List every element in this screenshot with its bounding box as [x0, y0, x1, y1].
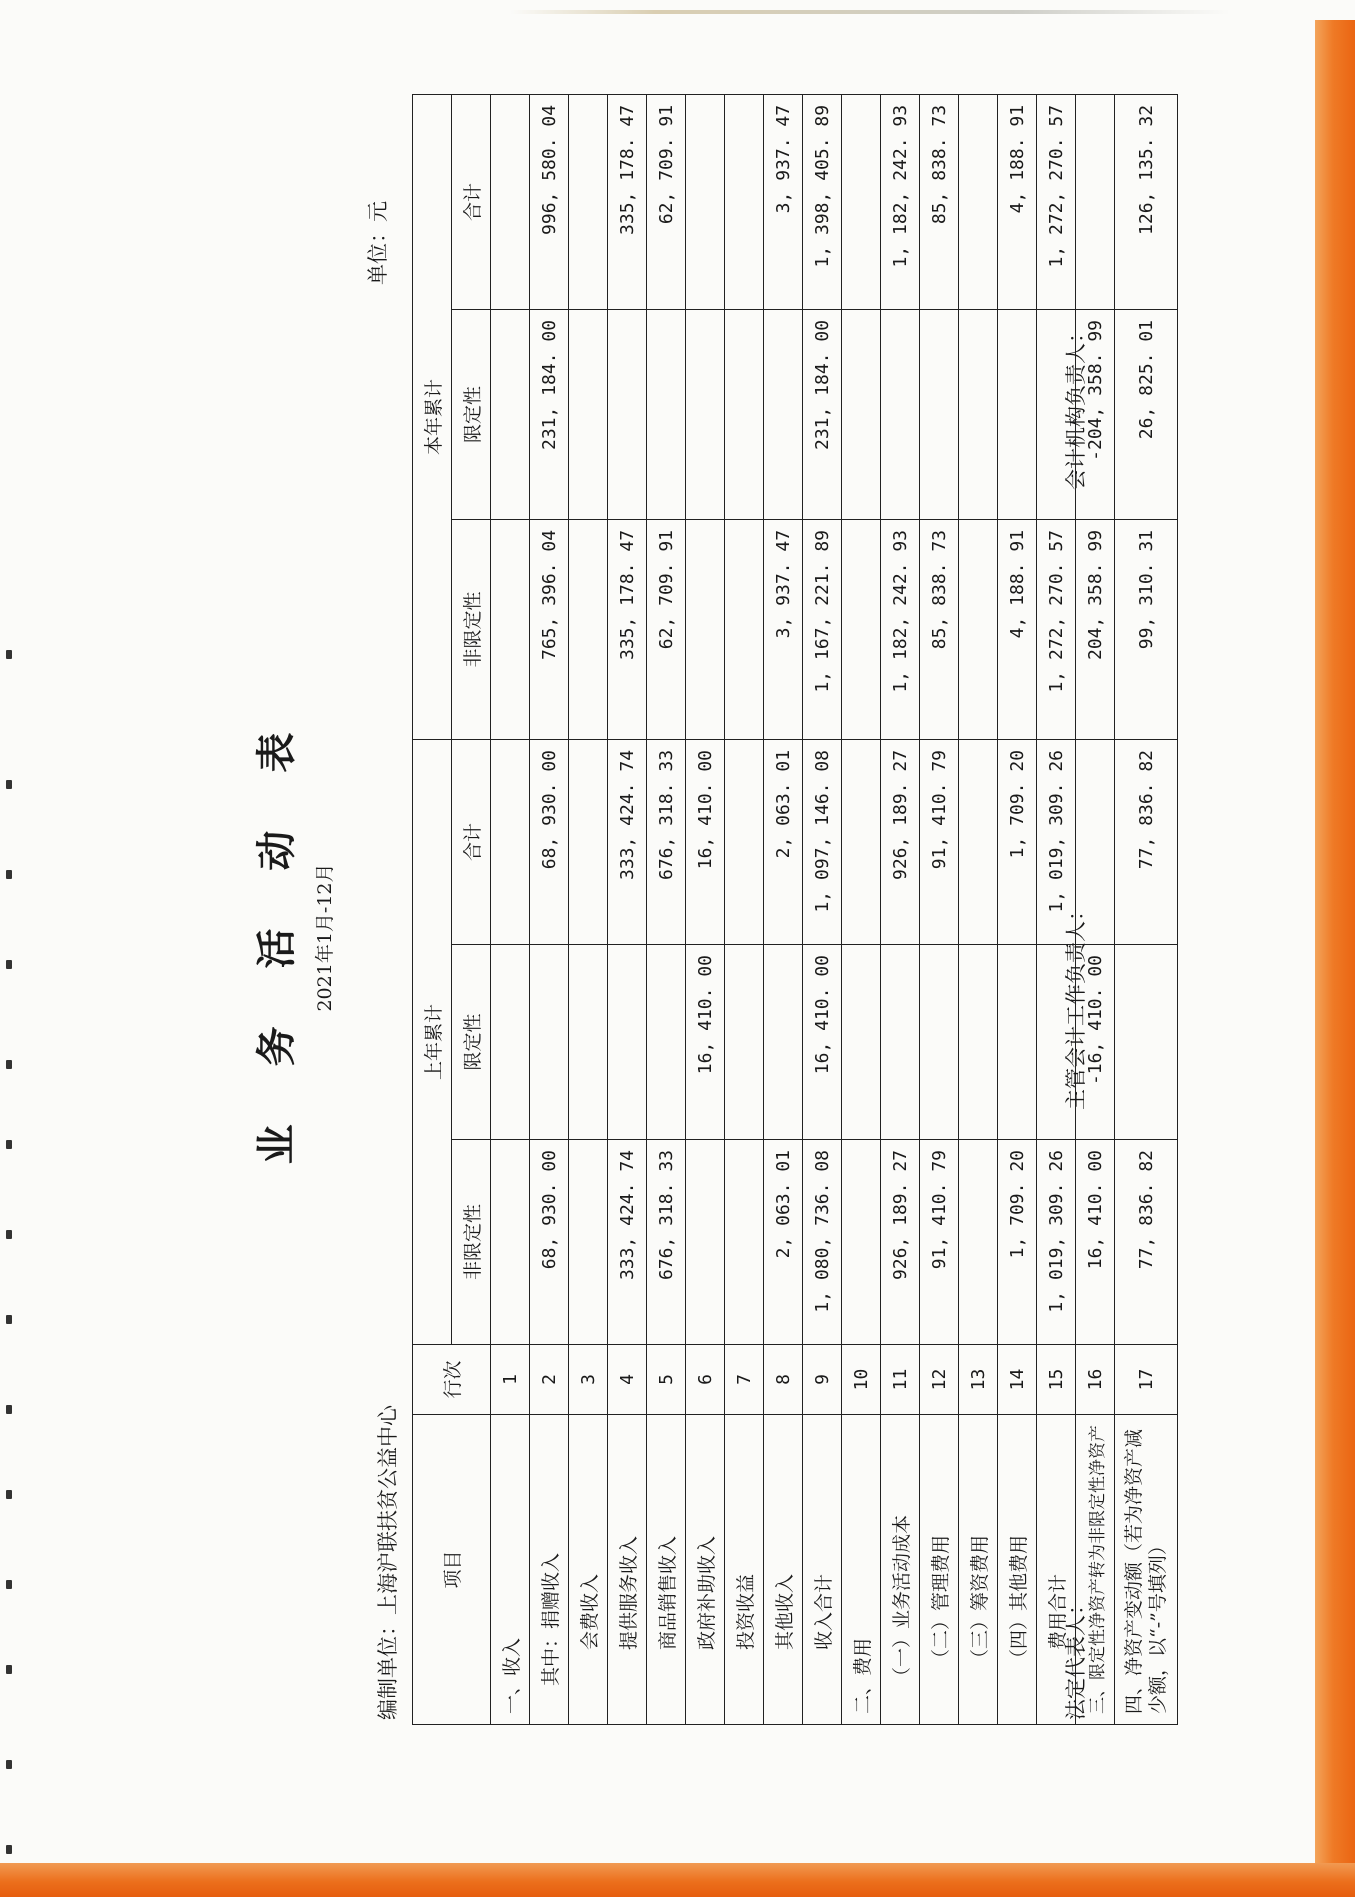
prior-restricted-cell: -16, 410. 00	[1076, 945, 1115, 1140]
prior-total-cell: 333, 424. 74	[608, 739, 647, 944]
table-row	[998, 94, 1037, 1724]
table-row	[647, 94, 686, 1724]
row-line-no: 1	[491, 1345, 530, 1415]
current-unrestricted-cell	[959, 519, 998, 739]
row-line-no: 7	[725, 1345, 764, 1415]
current-total-cell	[842, 94, 881, 309]
prior-unrestricted-cell: 1, 709. 20	[998, 1140, 1037, 1345]
prior-unrestricted-cell: 68, 930. 00	[530, 1140, 569, 1345]
current-unrestricted-cell: 3, 937. 47	[764, 519, 803, 739]
current-unrestricted-cell: 62, 709. 91	[647, 519, 686, 739]
current-total-cell	[491, 94, 530, 309]
current-total-cell: 4, 188. 91	[998, 94, 1037, 309]
binding-mark	[6, 1490, 12, 1499]
current-unrestricted-cell: 99, 310. 31	[1115, 519, 1178, 739]
current-total-cell	[1076, 94, 1115, 309]
prior-restricted-cell	[764, 945, 803, 1140]
current-total-cell: 996, 580. 04	[530, 94, 569, 309]
binding-mark	[6, 870, 12, 879]
prior-restricted-cell	[1115, 945, 1178, 1140]
binding-mark	[6, 1140, 12, 1149]
current-restricted-cell: 231, 184. 00	[530, 309, 569, 519]
prior-restricted-cell	[530, 945, 569, 1140]
scan-border-bottom	[0, 1863, 1355, 1897]
binding-mark	[6, 1405, 12, 1414]
current-total-cell: 1, 272, 270. 57	[1037, 94, 1076, 309]
binding-mark	[6, 1760, 12, 1769]
row-line-no: 3	[569, 1345, 608, 1415]
header-line-no: 行次	[413, 1345, 491, 1415]
current-restricted-cell: -204, 358. 99	[1076, 309, 1115, 519]
binding-mark	[6, 960, 12, 969]
current-unrestricted-cell	[491, 519, 530, 739]
current-total-cell	[959, 94, 998, 309]
prior-unrestricted-cell: 16, 410. 00	[1076, 1140, 1115, 1345]
prior-unrestricted-cell: 1, 080, 736. 08	[803, 1140, 842, 1345]
table-row	[530, 94, 569, 1724]
prior-restricted-cell: 16, 410. 00	[686, 945, 725, 1140]
row-item: （三）筹资费用	[959, 1415, 998, 1725]
prior-total-cell: 91, 410. 79	[920, 739, 959, 944]
table-row	[842, 94, 881, 1724]
row-item: （二）管理费用	[920, 1415, 959, 1725]
current-unrestricted-cell	[686, 519, 725, 739]
row-line-no: 16	[1076, 1345, 1115, 1415]
row-item: 二、费用	[842, 1415, 881, 1725]
prior-restricted-cell: 16, 410. 00	[803, 945, 842, 1140]
current-restricted-cell	[608, 309, 647, 519]
current-total-cell	[725, 94, 764, 309]
row-line-no: 14	[998, 1345, 1037, 1415]
prior-restricted-cell	[842, 945, 881, 1140]
binding-mark	[6, 1845, 12, 1854]
current-total-cell: 126, 135. 32	[1115, 94, 1178, 309]
row-line-no: 5	[647, 1345, 686, 1415]
current-restricted-cell	[491, 309, 530, 519]
current-restricted-cell	[686, 309, 725, 519]
prior-unrestricted-cell	[686, 1140, 725, 1345]
prior-unrestricted-cell	[569, 1140, 608, 1345]
current-unrestricted-cell: 1, 272, 270. 57	[1037, 519, 1076, 739]
prior-total-cell	[959, 739, 998, 944]
currency-unit: 单位：元	[366, 201, 390, 285]
current-total-cell: 62, 709. 91	[647, 94, 686, 309]
current-restricted-cell	[725, 309, 764, 519]
compiling-unit: 编制单位：上海沪联扶贫公益中心	[376, 1405, 400, 1720]
current-restricted-cell	[881, 309, 920, 519]
current-total-cell	[686, 94, 725, 309]
row-item: 一、收入	[491, 1415, 530, 1725]
table-row	[920, 94, 959, 1724]
row-item: 商品销售收入	[647, 1415, 686, 1725]
legal-representative-signature: 法定代表人：	[1064, 1594, 1088, 1720]
table-row	[803, 94, 842, 1724]
current-total-cell: 3, 937. 47	[764, 94, 803, 309]
row-item: 投资收益	[725, 1415, 764, 1725]
prior-unrestricted-cell: 91, 410. 79	[920, 1140, 959, 1345]
row-item: 会费收入	[569, 1415, 608, 1725]
table-row	[491, 94, 530, 1724]
current-unrestricted-cell: 1, 182, 242. 93	[881, 519, 920, 739]
row-line-no: 15	[1037, 1345, 1076, 1415]
prior-total-cell	[569, 739, 608, 944]
header-row-1	[413, 94, 452, 1724]
current-unrestricted-cell	[725, 519, 764, 739]
current-restricted-cell	[764, 309, 803, 519]
binding-mark	[6, 1060, 12, 1069]
scan-streak	[510, 10, 1230, 14]
row-line-no: 8	[764, 1345, 803, 1415]
binding-mark	[6, 1580, 12, 1589]
scan-border-right	[1315, 20, 1355, 1897]
current-restricted-cell	[647, 309, 686, 519]
prior-total-cell: 1, 709. 20	[998, 739, 1037, 944]
table-row	[569, 94, 608, 1724]
report-period: 2021年1月-12月	[314, 863, 336, 1012]
current-unrestricted-cell: 85, 838. 73	[920, 519, 959, 739]
accounting-head-signature: 主管会计工作负责人：	[1064, 900, 1088, 1110]
prior-total-cell: 68, 930. 00	[530, 739, 569, 944]
prior-unrestricted-cell: 77, 836. 82	[1115, 1140, 1178, 1345]
binding-mark	[6, 1315, 12, 1324]
row-item	[1115, 1415, 1178, 1725]
table-row	[881, 94, 920, 1724]
row-item: 费用合计	[1037, 1415, 1076, 1725]
row-line-no: 10	[842, 1345, 881, 1415]
row-item: 其他收入	[764, 1415, 803, 1725]
row-line-no: 2	[530, 1345, 569, 1415]
current-restricted-cell: 26, 825. 01	[1115, 309, 1178, 519]
current-unrestricted-cell: 4, 188. 91	[998, 519, 1037, 739]
row-item: 三、限定性净资产转为非限定性净资产	[1076, 1415, 1115, 1725]
prior-total-cell: 676, 318. 33	[647, 739, 686, 944]
binding-mark	[6, 780, 12, 789]
current-total-cell: 85, 838. 73	[920, 94, 959, 309]
prior-restricted-cell	[725, 945, 764, 1140]
current-restricted-cell	[842, 309, 881, 519]
prior-restricted-cell	[998, 945, 1037, 1140]
document-title: 业 务 活 动 表	[253, 710, 300, 1165]
prior-total-cell: 1, 097, 146. 08	[803, 739, 842, 944]
prior-unrestricted-cell: 926, 189. 27	[881, 1140, 920, 1345]
row-item: 其中：捐赠收入	[530, 1415, 569, 1725]
current-unrestricted-cell	[569, 519, 608, 739]
current-unrestricted-cell: 765, 396. 04	[530, 519, 569, 739]
header-current-year: 本年累计	[413, 94, 452, 739]
row-item-text: 四、净资产变动额（若为净资产减少额，以“-”号填列）	[1123, 1428, 1169, 1714]
prior-total-cell: 2, 063. 01	[764, 739, 803, 944]
prior-total-cell: 1, 019, 309. 26	[1037, 739, 1076, 944]
row-item: （一）业务活动成本	[881, 1415, 920, 1725]
row-item: 政府补助收入	[686, 1415, 725, 1725]
prior-restricted-cell	[647, 945, 686, 1140]
binding-mark	[6, 1230, 12, 1239]
header-prior-unrestricted: 非限定性	[452, 1140, 491, 1345]
prior-unrestricted-cell	[959, 1140, 998, 1345]
prior-total-cell: 926, 189. 27	[881, 739, 920, 944]
prior-restricted-cell	[920, 945, 959, 1140]
prior-restricted-cell	[608, 945, 647, 1140]
prior-unrestricted-cell: 333, 424. 74	[608, 1140, 647, 1345]
table-row	[725, 94, 764, 1724]
rotated-document	[140, 65, 1240, 1810]
header-prior-year: 上年累计	[413, 739, 452, 1344]
current-total-cell: 1, 182, 242. 93	[881, 94, 920, 309]
row-line-no: 12	[920, 1345, 959, 1415]
row-line-no: 13	[959, 1345, 998, 1415]
current-total-cell: 335, 178. 47	[608, 94, 647, 309]
prior-restricted-cell	[881, 945, 920, 1140]
header-prior-total: 合计	[452, 739, 491, 944]
row-item: （四）其他费用	[998, 1415, 1037, 1725]
row-line-no: 9	[803, 1345, 842, 1415]
current-unrestricted-cell: 1, 167, 221. 89	[803, 519, 842, 739]
prior-total-cell	[491, 739, 530, 944]
table-row	[608, 94, 647, 1724]
header-current-restricted: 限定性	[452, 309, 491, 519]
current-unrestricted-cell	[842, 519, 881, 739]
row-line-no: 4	[608, 1345, 647, 1415]
binding-mark	[6, 1665, 12, 1674]
current-restricted-cell	[998, 309, 1037, 519]
current-total-cell	[569, 94, 608, 309]
prior-unrestricted-cell: 2, 063. 01	[764, 1140, 803, 1345]
prior-restricted-cell	[491, 945, 530, 1140]
current-restricted-cell: 231, 184. 00	[803, 309, 842, 519]
prior-total-cell: 16, 410. 00	[686, 739, 725, 944]
prior-total-cell	[842, 739, 881, 944]
current-total-cell: 1, 398, 405. 89	[803, 94, 842, 309]
header-current-unrestricted: 非限定性	[452, 519, 491, 739]
prior-unrestricted-cell	[491, 1140, 530, 1345]
prior-restricted-cell	[959, 945, 998, 1140]
prior-total-cell: 77, 836. 82	[1115, 739, 1178, 944]
table-row	[686, 94, 725, 1724]
row-line-no: 11	[881, 1345, 920, 1415]
table-row	[764, 94, 803, 1724]
current-restricted-cell	[959, 309, 998, 519]
prior-unrestricted-cell	[842, 1140, 881, 1345]
row-line-no: 6	[686, 1345, 725, 1415]
table-row	[959, 94, 998, 1724]
row-item: 提供服务收入	[608, 1415, 647, 1725]
table-row	[1115, 94, 1178, 1724]
prior-unrestricted-cell	[725, 1140, 764, 1345]
header-current-total: 合计	[452, 94, 491, 309]
row-item: 收入合计	[803, 1415, 842, 1725]
current-restricted-cell	[920, 309, 959, 519]
prior-unrestricted-cell: 676, 318. 33	[647, 1140, 686, 1345]
row-line-no: 17	[1115, 1345, 1178, 1415]
current-restricted-cell	[569, 309, 608, 519]
header-prior-restricted: 限定性	[452, 945, 491, 1140]
prior-total-cell	[725, 739, 764, 944]
institution-head-signature: 会计机构负责人：	[1064, 322, 1088, 490]
prior-unrestricted-cell: 1, 019, 309. 26	[1037, 1140, 1076, 1345]
current-unrestricted-cell: 335, 178. 47	[608, 519, 647, 739]
current-unrestricted-cell: 204, 358. 99	[1076, 519, 1115, 739]
binding-mark	[6, 650, 12, 659]
prior-restricted-cell	[569, 945, 608, 1140]
header-item: 项目	[413, 1415, 491, 1725]
